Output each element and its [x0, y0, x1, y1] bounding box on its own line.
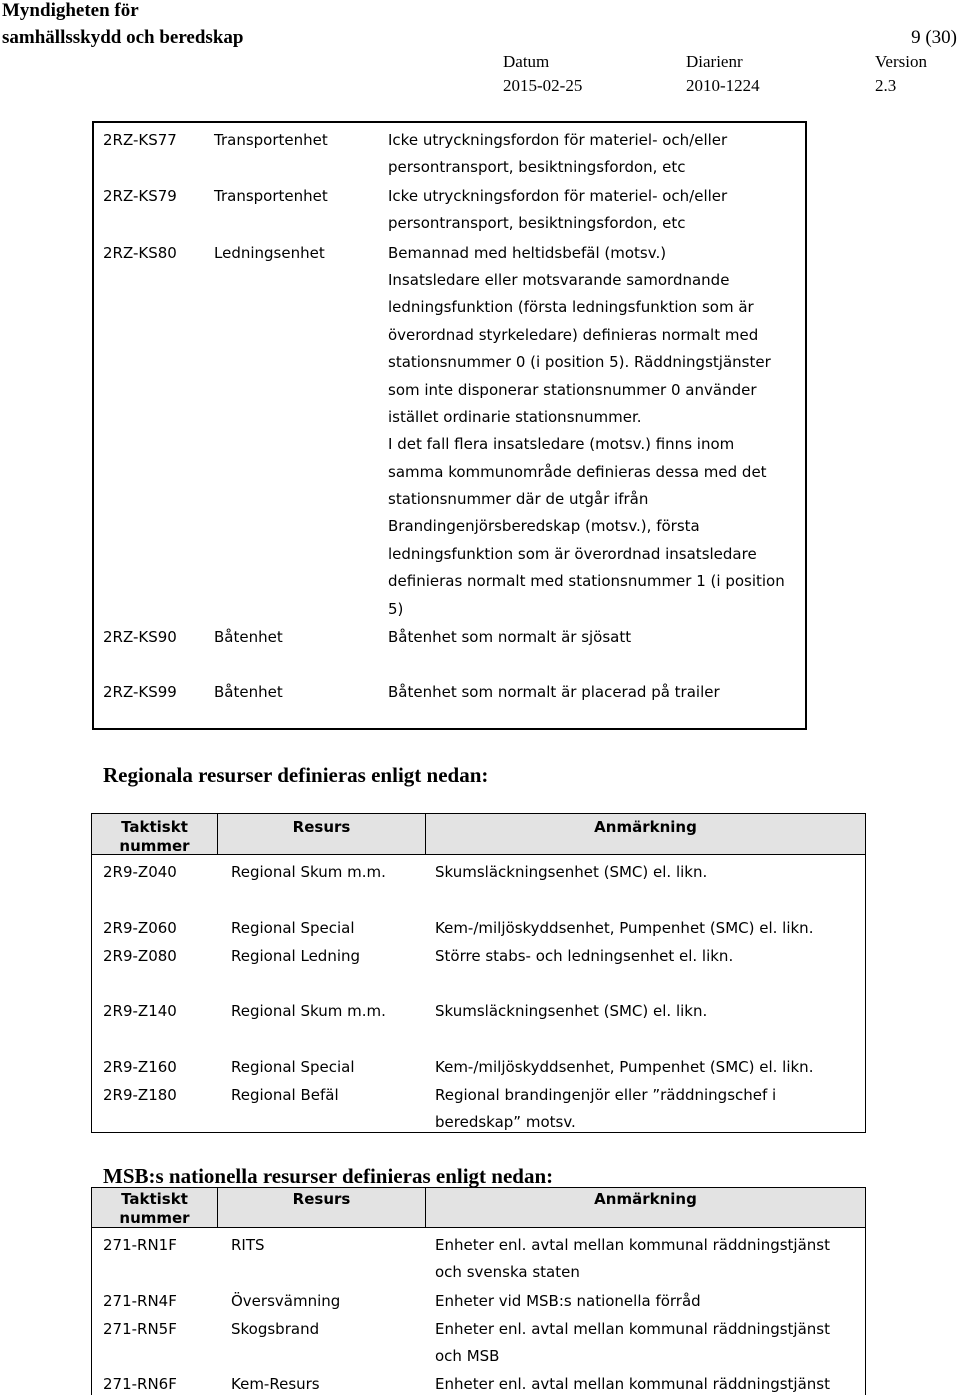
col-header-resource: Resurs: [292, 1190, 351, 1208]
unit-table: [92, 121, 807, 730]
resource-name: Regional Befäl: [231, 1086, 339, 1104]
col-header-code: Taktiskt nummer: [119, 818, 190, 855]
unit-desc-line: Icke utryckningsfordon för materiel- och/eller: [388, 187, 728, 205]
unit-type: Båtenhet: [214, 628, 283, 646]
unit-desc-line: stationsnummer 0 (i position 5). Räddningstjänster: [388, 353, 771, 371]
resource-code: 2R9-Z040: [103, 863, 177, 881]
unit-code: 2RZ-KS79: [103, 187, 177, 205]
version-value: 2.3: [875, 76, 897, 95]
unit-type: Transportenhet: [214, 187, 328, 205]
resource-name: Kem-Resurs: [231, 1375, 320, 1393]
resource-code: 271-RN5F: [103, 1320, 177, 1338]
unit-code: 2RZ-KS90: [103, 628, 177, 646]
unit-desc-line: samma kommunområde definieras dessa med det: [388, 463, 767, 481]
organization-name-line2: samhällsskydd och beredskap: [2, 27, 244, 48]
resource-code: 271-RN4F: [103, 1292, 177, 1310]
resource-remark: Enheter enl. avtal mellan kommunal räddningstjänst: [435, 1375, 830, 1393]
unit-code: 2RZ-KS80: [103, 244, 177, 262]
unit-desc-line: definieras normalt med stationsnummer 1 (i position: [388, 572, 785, 590]
resource-name: Regional Special: [231, 1058, 355, 1076]
resource-remark: Enheter enl. avtal mellan kommunal räddningstjänst: [435, 1320, 830, 1338]
resource-remark: Skumsläckningsenhet (SMC) el. likn.: [435, 863, 708, 881]
resource-name: RITS: [231, 1236, 265, 1254]
resource-remark: Enheter enl. avtal mellan kommunal räddningstjänst: [435, 1236, 830, 1254]
unit-desc-line: ledningsfunktion (första ledningsfunktion som är: [388, 298, 754, 316]
unit-desc-line: persontransport, besiktningsfordon, etc: [388, 214, 686, 232]
unit-desc-line: Icke utryckningsfordon för materiel- och/eller: [388, 131, 728, 149]
unit-desc-line: 5): [388, 600, 404, 618]
unit-desc-line: Båtenhet som normalt är sjösatt: [388, 628, 632, 646]
resource-remark: Enheter vid MSB:s nationella förråd: [435, 1292, 701, 1310]
resource-remark: Regional brandingenjör eller ”räddningschef i: [435, 1086, 777, 1104]
col-header-resource: Resurs: [292, 818, 351, 836]
unit-desc-line: Båtenhet som normalt är placerad på trailer: [388, 683, 720, 701]
unit-desc-line: ledningsfunktion som är överordnad insatsledare: [388, 545, 757, 563]
resource-code: 2R9-Z140: [103, 1002, 177, 1020]
unit-code: 2RZ-KS99: [103, 683, 177, 701]
page-number: 9 (30): [911, 27, 957, 48]
regional-table: [91, 813, 866, 1133]
date-value: 2015-02-25: [503, 76, 583, 95]
resource-code: 271-RN1F: [103, 1236, 177, 1254]
unit-type: Transportenhet: [214, 131, 328, 149]
resource-remark: Skumsläckningsenhet (SMC) el. likn.: [435, 1002, 708, 1020]
unit-code: 2RZ-KS77: [103, 131, 177, 149]
resource-name: Översvämning: [231, 1292, 341, 1310]
unit-type: Ledningsenhet: [214, 244, 325, 262]
date-label: Datum: [503, 52, 550, 71]
diarienr-value: 2010-1224: [686, 76, 760, 95]
version-label: Version: [875, 52, 927, 71]
unit-desc-line: persontransport, besiktningsfordon, etc: [388, 158, 686, 176]
resource-name: Regional Special: [231, 919, 355, 937]
unit-desc-line: stationsnummer där de utgår ifrån: [388, 490, 649, 508]
unit-desc-line: som inte disponerar stationsnummer 0 använder: [388, 381, 757, 399]
diarienr-label: Diarienr: [686, 52, 743, 71]
resource-remark: Kem-/miljöskyddsenhet, Pumpenhet (SMC) el. likn.: [435, 919, 814, 937]
resource-remark: och MSB: [435, 1347, 500, 1365]
resource-name: Skogsbrand: [231, 1320, 320, 1338]
unit-desc-line: I det fall flera insatsledare (motsv.) finns inom: [388, 435, 735, 453]
resource-name: Regional Skum m.m.: [231, 1002, 386, 1020]
unit-desc-line: Brandingenjörsberedskap (motsv.), första: [388, 517, 700, 535]
col-header-code: Taktiskt nummer: [119, 1190, 190, 1227]
resource-name: Regional Skum m.m.: [231, 863, 386, 881]
regional-heading: Regionala resurser definieras enligt nedan:: [103, 763, 489, 787]
resource-code: 2R9-Z180: [103, 1086, 177, 1104]
unit-desc-line: Insatsledare eller motsvarande samordnande: [388, 271, 730, 289]
unit-desc-line: överordnad styrkeledare) definieras normalt med: [388, 326, 759, 344]
resource-code: 271-RN6F: [103, 1375, 177, 1393]
col-header-remark: Anmärkning: [594, 818, 697, 836]
col-header-remark: Anmärkning: [594, 1190, 697, 1208]
resource-name: Regional Ledning: [231, 947, 361, 965]
national-heading: MSB:s nationella resurser definieras enligt nedan:: [103, 1164, 554, 1188]
resource-code: 2R9-Z080: [103, 947, 177, 965]
unit-type: Båtenhet: [214, 683, 283, 701]
organization-name-line1: Myndigheten för: [2, 0, 139, 21]
national-table: [91, 1187, 866, 1395]
resource-code: 2R9-Z160: [103, 1058, 177, 1076]
unit-desc-line: Bemannad med heltidsbefäl (motsv.): [388, 244, 667, 262]
resource-remark: Större stabs- och ledningsenhet el. likn.: [435, 947, 734, 965]
unit-desc-line: istället ordinarie stationsnummer.: [388, 408, 642, 426]
resource-code: 2R9-Z060: [103, 919, 177, 937]
resource-remark: beredskap” motsv.: [435, 1113, 576, 1131]
resource-remark: Kem-/miljöskyddsenhet, Pumpenhet (SMC) el. likn.: [435, 1058, 814, 1076]
resource-remark: och svenska staten: [435, 1263, 580, 1281]
